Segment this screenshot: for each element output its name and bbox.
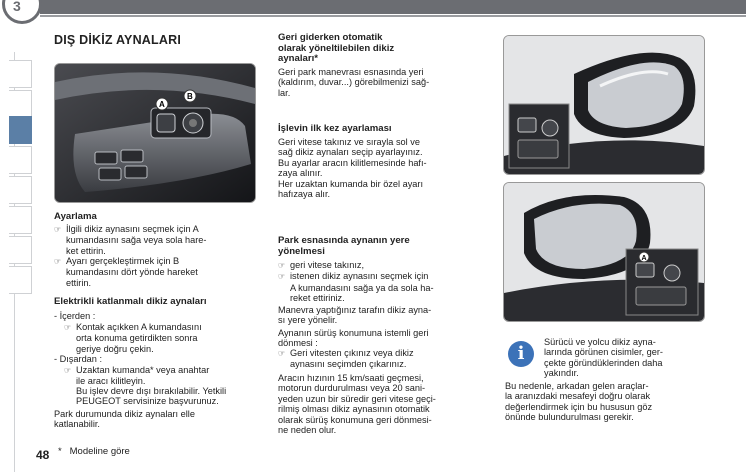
park-text: Manevra yaptığınız tarafın dikiz ayna- sı yere yönelir. Aynanın sürüş konumuna istemli geri dönmesi : — [278, 305, 432, 349]
mirror-illustration-bottom — [504, 183, 704, 321]
adjust-heading: Ayarlama — [54, 211, 97, 222]
side-tab-1[interactable] — [9, 60, 32, 88]
outside-bullet: ☞ Uzaktan kumanda* veya anahtar ile aracı kilitleyin. — [64, 365, 210, 387]
footnote: * Modeline göre — [58, 446, 130, 457]
header-rule — [40, 15, 746, 17]
door-panel-photo — [54, 63, 256, 203]
auto-heading: Geri giderken otomatik olarak yöneltilebilen dikiz aynaları* — [278, 32, 395, 64]
mirror-photo-bottom — [503, 182, 705, 322]
chapter-number: 3 — [13, 0, 21, 14]
warning-text: Bu nedenle, arkadan gelen araçlar- la aranızdaki mesafeyi doğru olarak değerlendirmek için bu hususun göz önünde bulundurulması gerekir. — [505, 381, 653, 423]
adjust-bullet-1: ☞ İlgili dikiz aynasını seçmek için A kumandasını sağa veya sola hare- ket ettirin. — [54, 224, 207, 256]
hand-icon: ☞ — [278, 261, 286, 270]
info-text: Sürücü ve yolcu dikiz ayna- larında görünen cisimler, ger- çekte göründüklerinden daha yakındır. — [544, 337, 663, 379]
side-tab-8[interactable] — [9, 266, 32, 294]
hand-icon: ☞ — [64, 323, 72, 332]
side-tab-active[interactable] — [9, 116, 32, 144]
label-b: B — [187, 92, 193, 101]
fold-heading: Elektrikli katlanmalı dikiz aynaları — [54, 296, 207, 307]
speed-text: Aracın hızının 15 km/saati geçmesi, motorun durdurulması veya 20 sani- yeden uzun bir süredir geri vitese geçi- rilmiş olması dikiz aynasının otomatik olarak sürüş konumuna geri dönmesi- ne neden olur. — [278, 373, 436, 436]
inside-bullet: ☞ Kontak açıkken A kumandasını orta konuma getirdikten sonra geriye doğru çekin. — [64, 322, 202, 354]
first-setup-heading: İşlevin ilk kez ayarlaması — [278, 123, 392, 134]
mirror-photo-top — [503, 35, 705, 175]
inside-label: - İçerden : — [54, 311, 96, 321]
side-tab-4[interactable] — [9, 146, 32, 174]
hand-icon: ☞ — [54, 225, 62, 234]
header-bar — [40, 0, 746, 14]
info-icon: i — [508, 341, 534, 367]
auto-text: Geri park manevrası esnasında yeri (kaldırım, duvar...) görebilmenizi sağ- lar. — [278, 67, 430, 98]
first-setup-text: Geri vitese takınız ve sırayla sol ve sağ dikiz aynaları seçip ayarlayınız. Bu ayarlar aracın kilitlemesinde hafı- zaya alınır. Her uzaktan kumanda bir özel ayarı hafızaya alır. — [278, 137, 427, 200]
park-manual-text: Park durumunda dikiz aynaları elle katlanabilir. — [54, 409, 195, 430]
chapter-badge — [2, 0, 42, 24]
mirror-illustration-top — [504, 36, 704, 174]
outside-label: - Dışardan : — [54, 354, 102, 364]
label-a: A — [159, 100, 165, 109]
outside-note: Bu işlev devre dışı bırakılabilir. Yetkili PEUGEOT servisinize başvurunuz. — [76, 386, 227, 407]
park-heading: Park esnasında aynanın yere yönelmesi — [278, 235, 410, 257]
door-panel-illustration — [55, 64, 255, 202]
page-number: 48 — [36, 448, 50, 462]
side-tab-5[interactable] — [9, 176, 32, 204]
park-bullets: ☞ geri vitese takınız, ☞ istenen dikiz aynasını seçmek için A kumandasını sağa ya da sola ha- reket ettiriniz. — [278, 260, 434, 304]
side-tab-6[interactable] — [9, 206, 32, 234]
side-tab-7[interactable] — [9, 236, 32, 264]
hand-icon: ☞ — [64, 366, 72, 375]
park-return-bullet: ☞ Geri vitesten çıkınız veya dikiz aynasını seçimden çıkarınız. — [278, 348, 414, 370]
section-title: DIŞ DİKİZ AYNALARI — [54, 33, 181, 47]
hand-icon: ☞ — [54, 257, 62, 266]
label-a-mirror: A — [641, 255, 647, 262]
side-tab-2[interactable] — [9, 90, 32, 118]
hand-icon: ☞ — [278, 272, 286, 282]
hand-icon: ☞ — [278, 349, 286, 358]
adjust-bullet-2: ☞ Ayarı gerçekleştirmek için B kumandasını dört yönde hareket ettirin. — [54, 256, 198, 288]
